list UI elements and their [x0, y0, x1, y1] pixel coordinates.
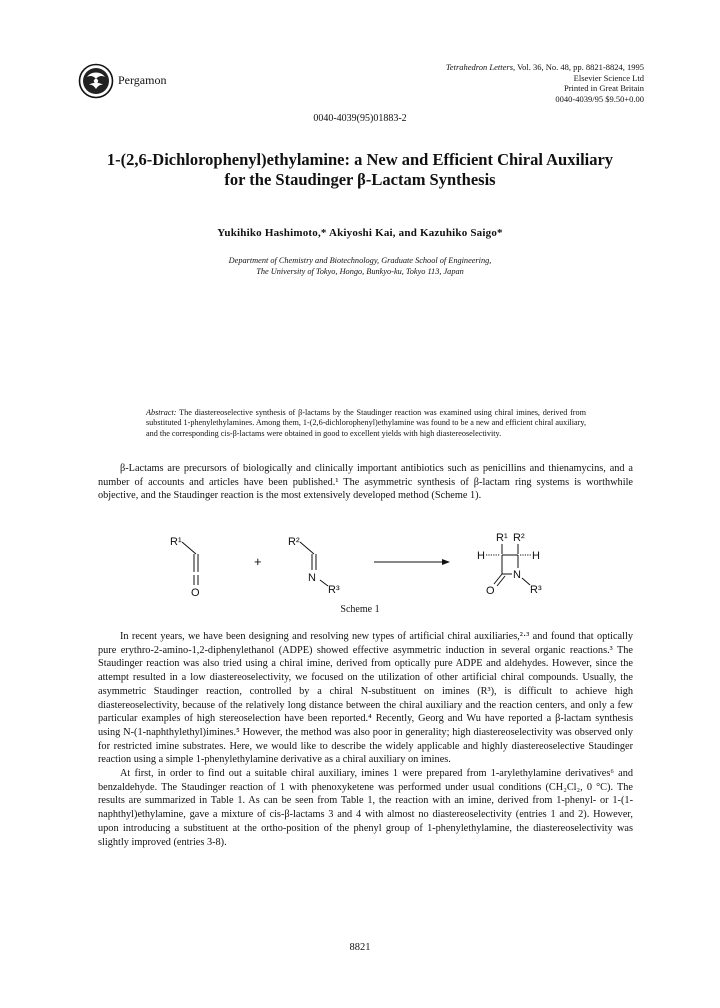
intro-text: β-Lactams are precursors of biologically and clinically important antibiotics such as penicillins and thienamycins, and a number of accounts and articles have been published.¹ The asymmetric synthesis of β-lactam ring systems is worthwhile objective, and the Staudinger reaction is the most extensively developed method (Scheme 1). — [98, 463, 633, 502]
imine-n-r3-bond — [320, 580, 328, 586]
product-carbonyl-bond-a — [494, 574, 502, 584]
product-r1-label: R¹ — [496, 532, 508, 544]
citation-line — [446, 83, 644, 94]
ketene-bond — [182, 542, 196, 554]
product-oxygen-label: O — [486, 585, 495, 597]
citation-line — [446, 62, 644, 73]
citation-block — [446, 62, 644, 104]
abstract-text: The diastereoselective synthesis of β-lactams by the Staudinger reaction was examined using chiral imines, derived from substituted 1-phenylethylamines. Among them, 1-(2,6-dichlorophenyl)ethylamine was found to be a new and efficient chiral auxiliary, and the corresponding cis-β-lactams were obtained in good to excellent yields with high diastereoselectivity. — [146, 408, 586, 438]
scheme-caption: Scheme 1 — [340, 604, 380, 615]
page-number: 8821 — [349, 942, 371, 953]
doi-code: 0040-4039(95)01883-2 — [313, 113, 407, 124]
affiliation-line-1: Department of Chemistry and Biotechnology, Graduate School of Engineering, — [228, 256, 492, 265]
body-text — [98, 630, 633, 849]
body-paragraph-1: In recent years, we have been designing and resolving new types of artificial chiral auxiliaries,²·³ and found that optically pure erythro-2-amino-1,2-diphenylethanol (ADPE) showed effective asymmetric induction in several organic reactions.³ The Staudinger reaction was also tried using a chiral imine, derived from optically pure ADPE and aldehydes. However, since the attempt resulted in a low diastereoselectivity, we focused on the utilization of other artificial chiral compounds. Usually, the asymmetric Staudinger reaction, controlled by a chiral N-substituent on imines (R³), is difficult to achieve high diastereoselectivity, because of the relatively long distance between the chiral auxiliary and the reaction centers, and only a few particular examples of high stereoselection have been reported.⁴ Recently, Georg and Wu have reported a β-lactam synthesis using N-(1-naphthylethyl)imines.⁵ However, the method was also poor in generality; high diastereoselectivity was observed only for restricted imine substrates. Here, we would like to describe the widely applicable and highly diastereoselective Staudinger reaction using a simple 1-phenylethylamine derivative as a chiral auxiliary on imines. — [98, 631, 633, 766]
scheme-1-reaction-diagram — [160, 528, 580, 606]
title-line-1: 1-(2,6-Dichlorophenyl)ethylamine: a New and Efficient Chiral Auxiliary — [106, 150, 614, 169]
product-nitrogen-label: N — [513, 569, 521, 581]
affiliation-line-2: The University of Tokyo, Hongo, Bunkyo-ku, Tokyo 113, Japan — [256, 267, 464, 276]
reaction-arrow-head — [442, 559, 450, 565]
product-h4-label: H — [532, 550, 540, 562]
citation-text: , Vol. 36, No. 48, pp. 8821-8824, 1995 — [513, 62, 644, 72]
abstract — [146, 408, 586, 439]
citation-text: Elsevier Science Ltd — [573, 72, 644, 83]
product-r2-label: R² — [513, 532, 525, 544]
intro-paragraph — [98, 462, 633, 503]
citation-line — [446, 73, 644, 84]
imine-bond — [300, 542, 314, 554]
author-list: Yukihiko Hashimoto,* Akiyoshi Kai, and Kazuhiko Saigo* — [217, 227, 503, 239]
citation-text: 0040-4039/95 $9.50+0.00 — [555, 93, 644, 104]
imine-r3-label: R³ — [328, 584, 340, 596]
product-h3-label: H — [477, 550, 485, 562]
product-r3-label: R³ — [530, 584, 542, 596]
imine-r2-label: R² — [288, 536, 300, 548]
imine-nitrogen-label: N — [308, 572, 316, 584]
ketene-r1-label: R¹ — [170, 536, 182, 548]
citation-line — [446, 94, 644, 105]
title-line-2: for the Staudinger β-Lactam Synthesis — [224, 170, 496, 189]
body-paragraph-2: At first, in order to find out a suitable chiral auxiliary, imines 1 were prepared from 1-arylethylamine derivatives⁶ and benzaldehyde. The Staudinger reaction of 1 with phenoxyketene was performed under usual conditions (CH₂Cl₂, 0 °C). The results are summarized in Table 1. As can be seen from Table 1, the reaction with an imine, derived from 1-phenyl- or 1-(1-naphthyl)ethylamine, gave a mixture of cis-β-lactams 3 and 4 with almost no diastereoselectivity (entries 1 and 2). However, upon introducing a substituent at the ortho-position of the phenyl group of 1-phenylethylamine, the diastereoselectivity was slightly improved (entries 3-8). — [98, 768, 633, 848]
abstract-label: Abstract: — [146, 408, 177, 417]
product-n-r3-bond — [522, 578, 530, 585]
product-carbonyl-bond-b — [497, 576, 505, 586]
affiliation — [0, 255, 720, 277]
citation-text: Printed in Great Britain — [563, 83, 644, 93]
pergamon-logo-icon — [78, 63, 114, 99]
plus-sign: + — [254, 554, 262, 569]
article-title — [60, 150, 660, 190]
ketene-oxygen-label: O — [191, 587, 200, 599]
publisher-name: Pergamon — [118, 73, 167, 87]
journal-name: Tetrahedron Letters — [445, 62, 514, 72]
